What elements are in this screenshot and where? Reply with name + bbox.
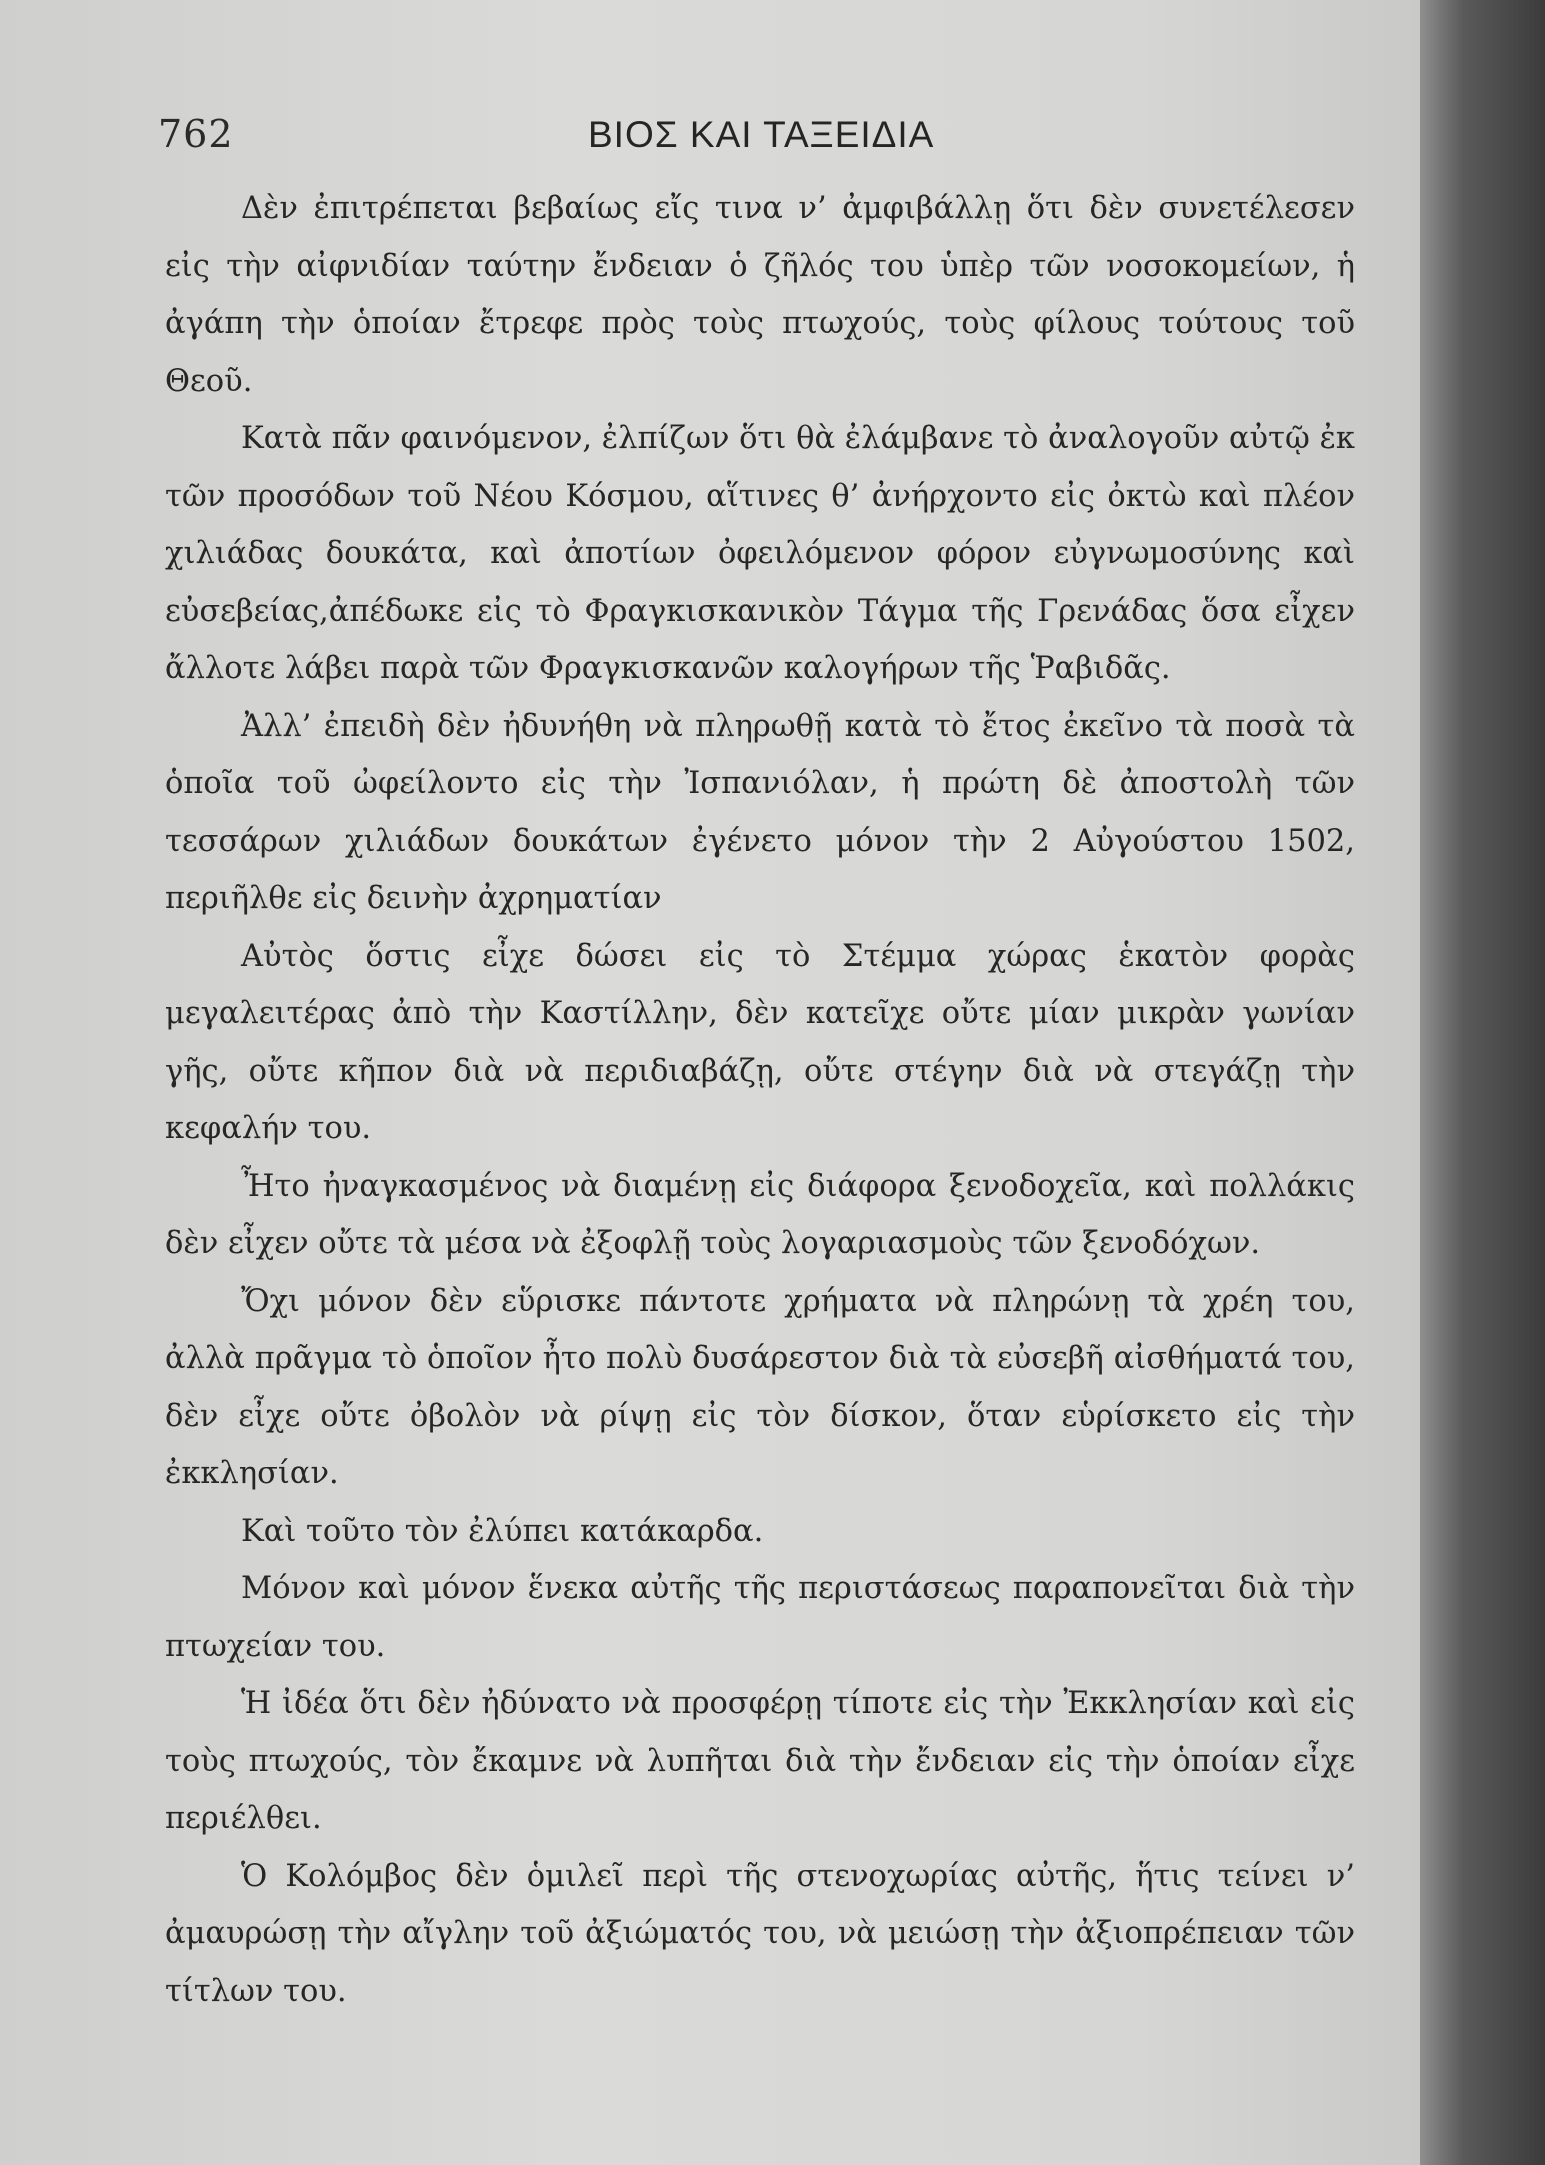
paragraph-1: Δὲν ἐπιτρέπεται βεβαίως εἴς τινα ν’ ἀμφιβάλλῃ ὅτι δὲν συνετέλεσεν εἰς τὴν αἰφνιδίαν ταύτην ἔνδειαν ὁ ζῆλός του ὑπὲρ τῶν νοσοκομείων, ἡ ἀγάπη τὴν ὁποίαν ἔτρεφε πρὸς τοὺς πτωχούς, τοὺς φίλους τούτους τοῦ Θεοῦ.	[165, 191, 1355, 399]
paragraph-5: Ἦτο ἠναγκασμένος νὰ διαμένῃ εἰς διάφορα ξενοδοχεῖα, καὶ πολλάκις δὲν εἶχεν οὔτε τὰ μέσα νὰ ἐξοφλῇ τοὺς λογαριασμοὺς τῶν ξενοδόχων.	[165, 1168, 1355, 1261]
paragraph-7: Καὶ τοῦτο τὸν ἐλύπει κατάκαρδα.	[241, 1513, 764, 1549]
paragraph-4: Αὐτὸς ὅστις εἶχε δώσει εἰς τὸ Στέμμα χώρας ἑκατὸν φορὰς μεγαλειτέρας ἀπὸ τὴν Καστίλλην, δὲν κατεῖχε οὔτε μίαν μικρὰν γωνίαν γῆς, οὔτε κῆπον διὰ νὰ περιδιαβάζῃ, οὔτε στέγην διὰ νὰ στεγάζῃ τὴν κεφαλήν του.	[165, 938, 1355, 1146]
paragraph-2: Κατὰ πᾶν φαινόμενον, ἐλπίζων ὅτι θὰ ἐλάμβανε τὸ ἀναλογοῦν αὐτῷ ἐκ τῶν προσόδων τοῦ Νέου Κόσμου, αἵτινες θ’ ἀνήρχοντο εἰς ὀκτὼ καὶ πλέον χιλιάδας δουκάτα, καὶ ἀποτίων ὀφειλόμενον φόρον εὐγνωμοσύνης καὶ εὐσεβείας,ἀπέδωκε εἰς τὸ Φραγκισκανικὸν Τάγμα τῆς Γρενάδας ὅσα εἶχεν ἄλλοτε λάβει παρὰ τῶν Φραγκισκανῶν καλογήρων τῆς Ῥαβιδᾶς.	[165, 421, 1355, 686]
paragraph-3: Ἀλλ’ ἐπειδὴ δὲν ἠδυνήθη νὰ πληρωθῇ κατὰ τὸ ἔτος ἐκεῖνο τὰ ποσὰ τὰ ὁποῖα τοῦ ὠφείλοντο εἰς τὴν Ἰσπανιόλαν, ἡ πρώτη δὲ ἀποστολὴ τῶν τεσσάρων χιλιάδων δουκάτων ἐγένετο μόνον τὴν 2 Αὐγούστου 1502, περιῆλθε εἰς δεινὴν ἀχρηματίαν	[165, 708, 1355, 916]
paragraph-6: Ὄχι μόνον δὲν εὕρισκε πάντοτε χρήματα νὰ πληρώνῃ τὰ χρέη του, ἀλλὰ πρᾶγμα τὸ ὁποῖον ἦτο πολὺ δυσάρεστον διὰ τὰ εὐσεβῆ αἰσθήματά του, δὲν εἶχε οὔτε ὀβολὸν νὰ ρίψῃ εἰς τὸν δίσκον, ὅταν εὑρίσκετο εἰς τὴν ἐκκλησίαν.	[165, 1283, 1355, 1491]
running-header-title: ΒΙΟΣ ΚΑΙ ΤΑΞΕΙΔΙΑ	[588, 114, 935, 155]
book-spine-shadow	[1420, 0, 1545, 2165]
paragraph-9: Ἡ ἰδέα ὅτι δὲν ἠδύνατο νὰ προσφέρῃ τίποτε εἰς τὴν Ἐκκλησίαν καὶ εἰς τοὺς πτωχούς, τὸν ἔκαμνε νὰ λυπῆται διὰ τὴν ἔνδειαν εἰς τὴν ὁποίαν εἶχε περιέλθει.	[165, 1686, 1355, 1836]
paragraph-8: Μόνον καὶ μόνον ἕνεκα αὐτῆς τῆς περιστάσεως παραπονεῖται διὰ τὴν πτωχείαν του.	[165, 1571, 1355, 1664]
paragraph-10: Ὁ Κολόμβος δὲν ὁμιλεῖ περὶ τῆς στενοχωρίας αὐτῆς, ἥτις τείνει ν’ ἀμαυρώσῃ τὴν αἴγλην τοῦ ἀξιώματός του, νὰ μειώσῃ τὴν ἀξιοπρέπειαν τῶν τίτλων του.	[165, 1858, 1355, 2009]
body-text	[165, 180, 1355, 2020]
page-number: 762	[158, 112, 234, 156]
